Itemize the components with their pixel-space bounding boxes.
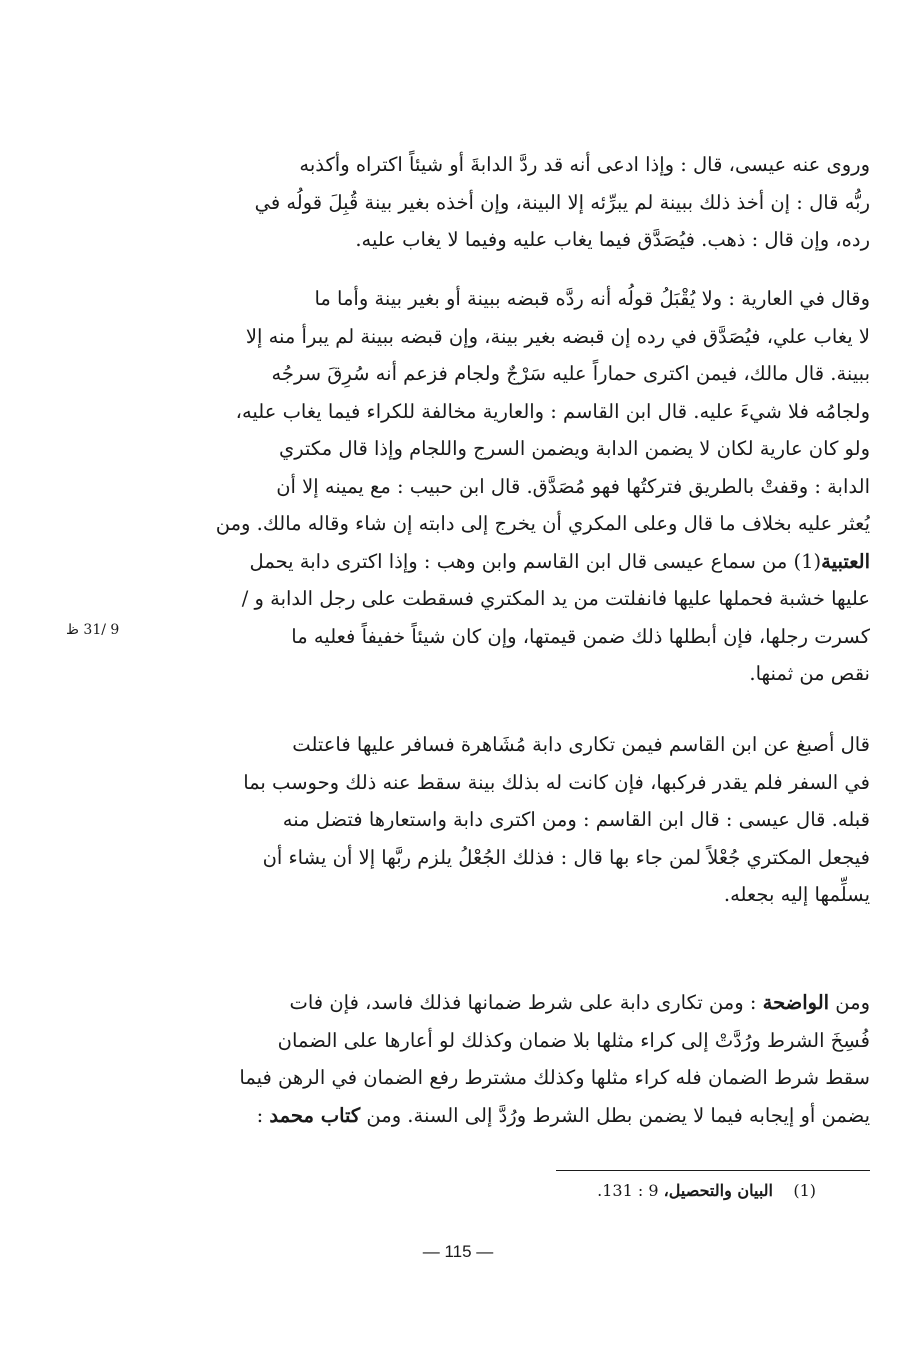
text-line: يضمن أو إيجابه فيما لا يضمن بطل الشرط ورُدَّ إلى السنة. ومن كتاب محمد : (256, 1103, 870, 1127)
text-line: يُعثر عليه بخلاف ما قال وعلى المكري أن يخرج إلى دابته إن شاء وقاله مالك. ومن (215, 512, 870, 535)
paragraph-2 (162, 280, 870, 693)
paragraph-1 (162, 146, 870, 259)
text-line: لا يغاب علي، فيُصَدَّق في رده إن قبضه بغير بينة، وإن قبضه ببينة لم يبرأ منه إلا (245, 324, 870, 348)
paragraph-4 (162, 984, 870, 1134)
text-line: فيجعل المكتري جُعْلاً لمن جاء بها قال : فذلك الجُعْلُ يلزم ربَّها إلا أن يشاء أن (262, 845, 870, 869)
text-line: في السفر فلم يقدر فركبها، فإن كانت له بذلك بينة سقط عنه ذلك وحوسب بما (243, 770, 870, 794)
footnote (597, 1181, 816, 1200)
bold-source-title: كتاب محمد (269, 1103, 361, 1127)
footnote-number: (1) (793, 1181, 816, 1200)
page-number: — 115 — (422, 1242, 494, 1261)
text-line: كسرت رجلها، فإن أبطلها ذلك ضمن قيمتها، وإن كان شيئاً خفيفاً فعليه ما (291, 624, 870, 648)
text-line: وروى عنه عيسى، قال : وإذا ادعى أنه قد ردَّ الدابةَ أو شيئاً اكتراه وأكذبه (299, 153, 870, 176)
text-line: رده، وإن قال : ذهب. فيُصَدَّق فيما يغاب عليه وفيما لا يغاب عليه. (355, 228, 870, 251)
text-line: فُسِخَ الشرط ورُدَّتْ إلى كراء مثلها بلا ضمان وكذلك لو أعارها على الضمان (277, 1028, 870, 1052)
footnote-reference: 9 : 131. (597, 1181, 659, 1200)
text-line: ولجامُه فلا شيءَ عليه. قال ابن القاسم : والعارية مخالفة للكراء فيما يغاب عليه، (235, 399, 870, 423)
text-line: ومن الواضحة : ومن تكارى دابة على شرط ضمانها فذلك فاسد، فإن فات (289, 991, 870, 1014)
text-line: قبله. قال عيسى : قال ابن القاسم : ومن اكترى دابة واستعارها فتضل منه (282, 808, 870, 831)
text-line: قال أصبغ عن ابن القاسم فيمن تكارى دابة مُشَاهرة فسافر عليها فاعتلت (292, 733, 870, 756)
text-line: ببينة. قال مالك، فيمن اكترى حماراً عليه سَرْجٌ ولجام فزعم أنه سُرِقَ سرجُه (271, 362, 870, 385)
paragraph-3 (162, 726, 870, 914)
text-line: سقط شرط الضمان فله كراء مثلها وكذلك مشترط رفع الضمان في الرهن فيما (239, 1066, 870, 1089)
text-line: وقال في العارية : ولا يُقْبَلُ قولُه أنه ردَّه قبضه ببينة أو بغير بينة وأما ما (314, 287, 870, 310)
manuscript-folio-note: 9 /31 ظ (66, 622, 120, 638)
text-line: العتبية(1) من سماع عيسى قال ابن القاسم وابن وهب : وإذا اكترى دابة يحمل (249, 549, 870, 573)
bold-source-title: الواضحة (762, 991, 830, 1014)
footnote-separator (556, 1170, 870, 1171)
bold-source-title: العتبية (821, 549, 870, 573)
text-line: نقص من ثمنها. (749, 662, 870, 685)
footnote-title: البيان والتحصيل، (663, 1181, 773, 1200)
text-line: الدابة : وقفتْ بالطريق فتركتُها فهو مُصَدَّق. قال ابن حبيب : مع يمينه إلا أن (276, 474, 870, 498)
text-line: عليها خشبة فحملها عليها فانفلتت من يد المكتري فسقطت على رجل الدابة و / (241, 587, 870, 610)
text-line: ربُّه قال : إن أخذ ذلك ببينة لم يبرِّئه إلا البينة، وإن أخذه بغير بينة قُبِلَ قولُه في (254, 190, 870, 214)
text-line: ولو كان عارية لكان لا يضمن الدابة ويضمن السرج واللجام وإذا قال مكتري (279, 437, 870, 460)
text-line: يسلِّمها إليه بجعله. (723, 883, 870, 906)
